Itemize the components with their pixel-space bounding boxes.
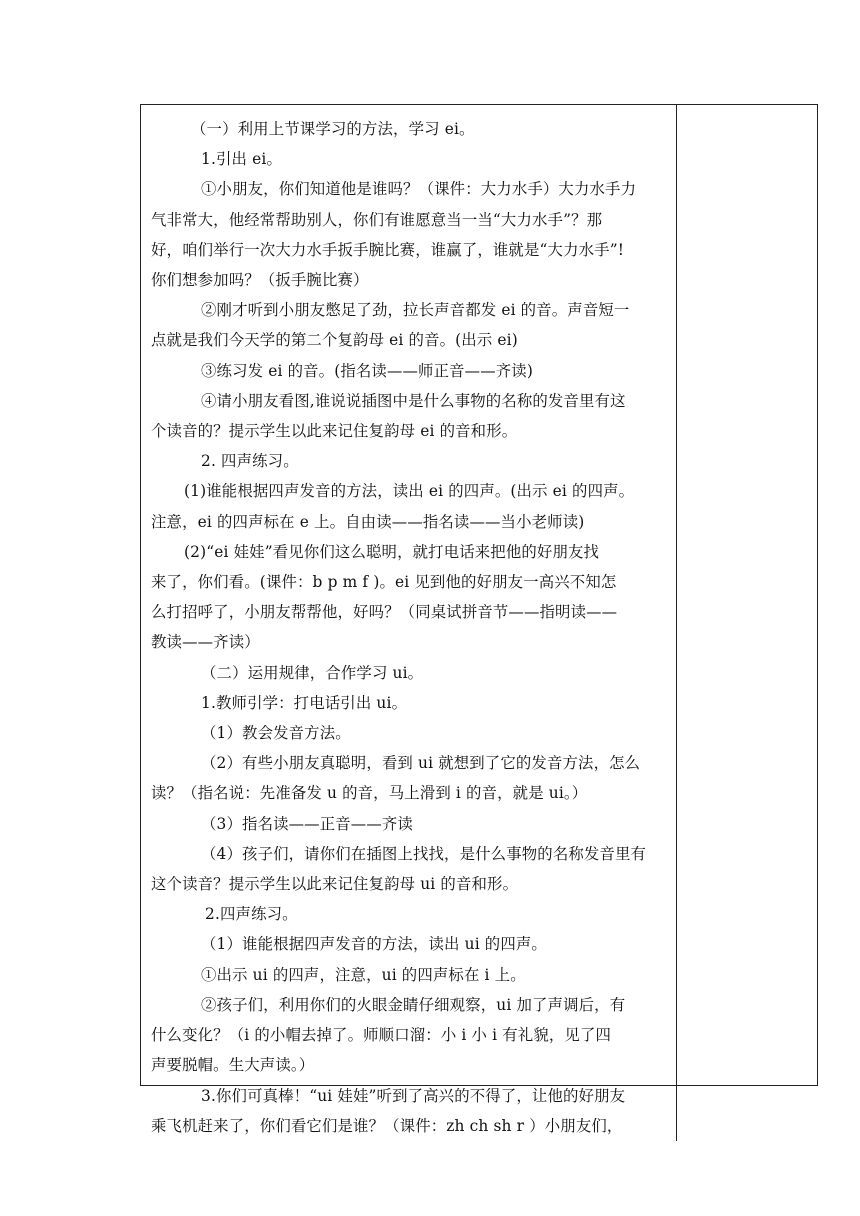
text-line: （二）运用规律，合作学习 ui。 — [201, 663, 424, 682]
text-line: 注意，ei 的四声标在 e 上。自由读——指名读——当小老师读) — [151, 512, 585, 531]
text-line: （1）教会发音方法。 — [201, 724, 351, 743]
text-line: （1）谁能根据四声发音的方法，读出 ui 的四声。 — [201, 935, 547, 954]
text-line: ③练习发 ei 的音。(指名读——师正音——齐读) — [201, 361, 533, 380]
text-line: ①小朋友，你们知道他是谁吗？（课件：大力水手）大力水手力 — [201, 180, 637, 199]
text-line: 声要脱帽。生大声读。） — [151, 1056, 315, 1075]
text-line: 这个读音？提示学生以此来记住复韵母 ui 的音和形。 — [151, 875, 519, 894]
text-line: (2)“ei 娃娃”看见你们这么聪明，就打电话来把他的好朋友找 — [184, 542, 600, 561]
text-line: (1)谁能根据四声发音的方法，读出 ei 的四声。(出示 ei 的四声。 — [184, 482, 635, 501]
text-line: 1.教师引学：打电话引出 ui。 — [201, 693, 408, 712]
text-line: 乘飞机赶来了，你们看它们是谁？（课件：zh ch sh r ）小朋友们， — [151, 1116, 623, 1135]
lesson-plan-table — [140, 104, 818, 1135]
text-line: 点就是我们今天学的第二个复韵母 ei 的音。(出示 ei) — [151, 331, 518, 350]
text-line: 1.引出 ei。 — [201, 150, 282, 169]
text-line: 来了，你们看。(课件：b p m f )。ei 见到他的好朋友一高兴不知怎 — [151, 573, 617, 592]
text-line: 什么变化？（i 的小帽去掉了。师顺口溜：小 i 小 i 有礼貌，见了四 — [151, 1026, 612, 1045]
text-line: 读？（指名说：先准备发 u 的音，马上滑到 i 的音，就是 ui。） — [151, 784, 588, 803]
text-line: （4）孩子们，请你们在插图上找找，是什么事物的名称发音里有 — [201, 844, 647, 863]
text-line: 2.四声练习。 — [205, 905, 298, 924]
text-line: 3.你们可真棒！“ui 娃娃”听到了高兴的不得了，让他的好朋友 — [201, 1086, 626, 1105]
text-line: 气非常大，他经常帮助别人，你们有谁愿意当一当“大力水手”？那 — [151, 210, 603, 229]
text-line: ②刚才听到小朋友憋足了劲，拉长声音都发 ei 的音。声音短一 — [201, 301, 630, 320]
text-line: 你们想参加吗？（扳手腕比赛） — [151, 271, 369, 290]
text-line: 好，咱们举行一次大力水手扳手腕比赛，谁赢了，谁就是“大力水手”! — [151, 240, 625, 259]
text-line: （3）指名读——正音——齐读 — [201, 814, 413, 833]
text-line: 么打招呼了，小朋友帮帮他，好吗？（同桌试拼音节——指明读—— — [151, 603, 618, 622]
lesson-content-cell — [141, 105, 677, 1141]
notes-cell — [677, 105, 817, 1141]
text-line: （一）利用上节课学习的方法，学习 ei。 — [191, 120, 475, 138]
text-line: ①出示 ui 的四声，注意，ui 的四声标在 i 上。 — [201, 965, 526, 984]
text-line: 教读——齐读） — [151, 633, 260, 652]
text-line: （2）有些小朋友真聪明，看到 ui 就想到了它的发音方法，怎么 — [201, 754, 641, 773]
text-line: 2. 四声练习。 — [201, 452, 299, 471]
text-line: ④请小朋友看图,谁说说插图中是什么事物的名称的发音里有这 — [201, 391, 626, 410]
text-line: 个读音的？提示学生以此来记住复韵母 ei 的音和形。 — [151, 422, 518, 441]
text-line: ②孩子们，利用你们的火眼金睛仔细观察，ui 加了声调后，有 — [201, 995, 626, 1014]
